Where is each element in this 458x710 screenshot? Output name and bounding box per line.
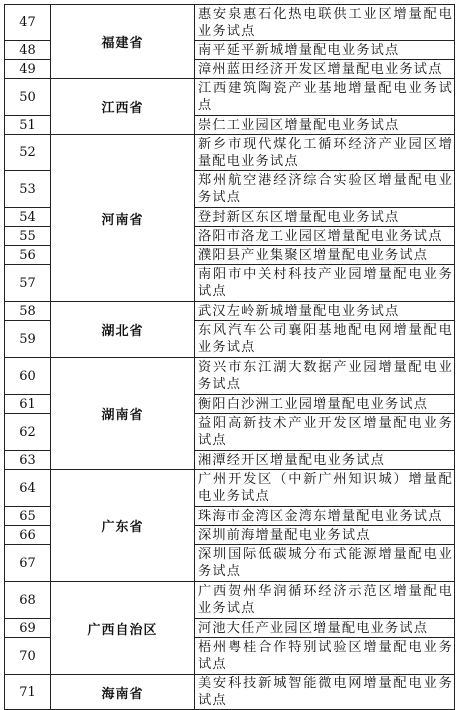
project-name: 湘潭经开区增量配电业务试点 (195, 451, 455, 470)
row-number: 52 (5, 135, 51, 171)
table-row (5, 675, 455, 710)
province-cell: 河南省 (51, 135, 195, 302)
project-name: 深圳前海增量配电业务试点 (195, 526, 455, 545)
row-number: 60 (5, 358, 51, 395)
project-name: 珠海市金湾区金湾东增量配电业务试点 (195, 507, 455, 526)
row-number: 61 (5, 395, 51, 414)
table-row (5, 470, 455, 507)
project-name: 东风汽车公司襄阳基地配电网增量配电业务试点 (195, 321, 455, 358)
pilot-projects-table (4, 4, 455, 710)
table-row (5, 79, 455, 116)
province-cell: 江西省 (51, 79, 195, 135)
province-cell: 海南省 (51, 675, 195, 710)
project-name: 益阳高新技术产业开发区增量配电业务试点 (195, 414, 455, 451)
project-name: 登封新区东区增量配电业务试点 (195, 208, 455, 227)
table-row (5, 5, 455, 41)
project-name: 资兴市东江湖大数据产业园增量配电业务试点 (195, 358, 455, 395)
project-name: 新乡市现代煤化工循环经济产业园区增量配电业务试点 (195, 135, 455, 171)
project-name: 郑州航空港经济综合实验区增量配电业务试点 (195, 171, 455, 208)
row-number: 55 (5, 227, 51, 246)
row-number: 71 (5, 675, 51, 710)
province-cell: 广东省 (51, 470, 195, 582)
row-number: 62 (5, 414, 51, 451)
row-number: 48 (5, 41, 51, 60)
row-number: 59 (5, 321, 51, 358)
row-number: 49 (5, 60, 51, 79)
project-name: 濮阳县产业集聚区增量配电业务试点 (195, 246, 455, 265)
pilot-projects-table-container (4, 4, 454, 710)
row-number: 63 (5, 451, 51, 470)
row-number: 67 (5, 545, 51, 582)
project-name: 南阳市中关村科技产业园增量配电业务试点 (195, 265, 455, 302)
row-number: 50 (5, 79, 51, 116)
province-cell: 福建省 (51, 5, 195, 79)
row-number: 54 (5, 208, 51, 227)
row-number: 47 (5, 5, 51, 41)
row-number: 56 (5, 246, 51, 265)
row-number: 58 (5, 302, 51, 321)
province-cell: 湖南省 (51, 358, 195, 470)
row-number: 66 (5, 526, 51, 545)
province-cell: 湖北省 (51, 302, 195, 358)
project-name: 惠安泉惠石化热电联供工业区增量配电业务试点 (195, 5, 455, 41)
project-name: 崇仁工业园区增量配电业务试点 (195, 116, 455, 135)
project-name: 河池大任产业园区增量配电业务试点 (195, 619, 455, 638)
project-name: 梧州粤桂合作特别试验区增量配电业务试点 (195, 638, 455, 675)
row-number: 70 (5, 638, 51, 675)
project-name: 南平延平新城增量配电业务试点 (195, 41, 455, 60)
row-number: 51 (5, 116, 51, 135)
table-row (5, 302, 455, 321)
row-number: 53 (5, 171, 51, 208)
row-number: 69 (5, 619, 51, 638)
project-name: 广州开发区（中新广州知识城）增量配电业务试点 (195, 470, 455, 507)
table-row (5, 582, 455, 619)
project-name: 武汉左岭新城增量配电业务试点 (195, 302, 455, 321)
province-cell: 广西自治区 (51, 582, 195, 675)
project-name: 美安科技新城智能微电网增量配电业务试点 (195, 675, 455, 710)
project-name: 衡阳白沙洲工业园增量配电业务试点 (195, 395, 455, 414)
row-number: 65 (5, 507, 51, 526)
table-row (5, 358, 455, 395)
project-name: 江西建筑陶瓷产业基地增量配电业务试点 (195, 79, 455, 116)
project-name: 洛阳市洛龙工业园区增量配电业务试点 (195, 227, 455, 246)
row-number: 68 (5, 582, 51, 619)
project-name: 深圳国际低碳城分布式能源增量配电业务试点 (195, 545, 455, 582)
project-name: 漳州蓝田经济开发区增量配电业务试点 (195, 60, 455, 79)
row-number: 57 (5, 265, 51, 302)
project-name: 广西贺州华润循环经济示范区增量配电业务试点 (195, 582, 455, 619)
row-number: 64 (5, 470, 51, 507)
table-row (5, 135, 455, 171)
